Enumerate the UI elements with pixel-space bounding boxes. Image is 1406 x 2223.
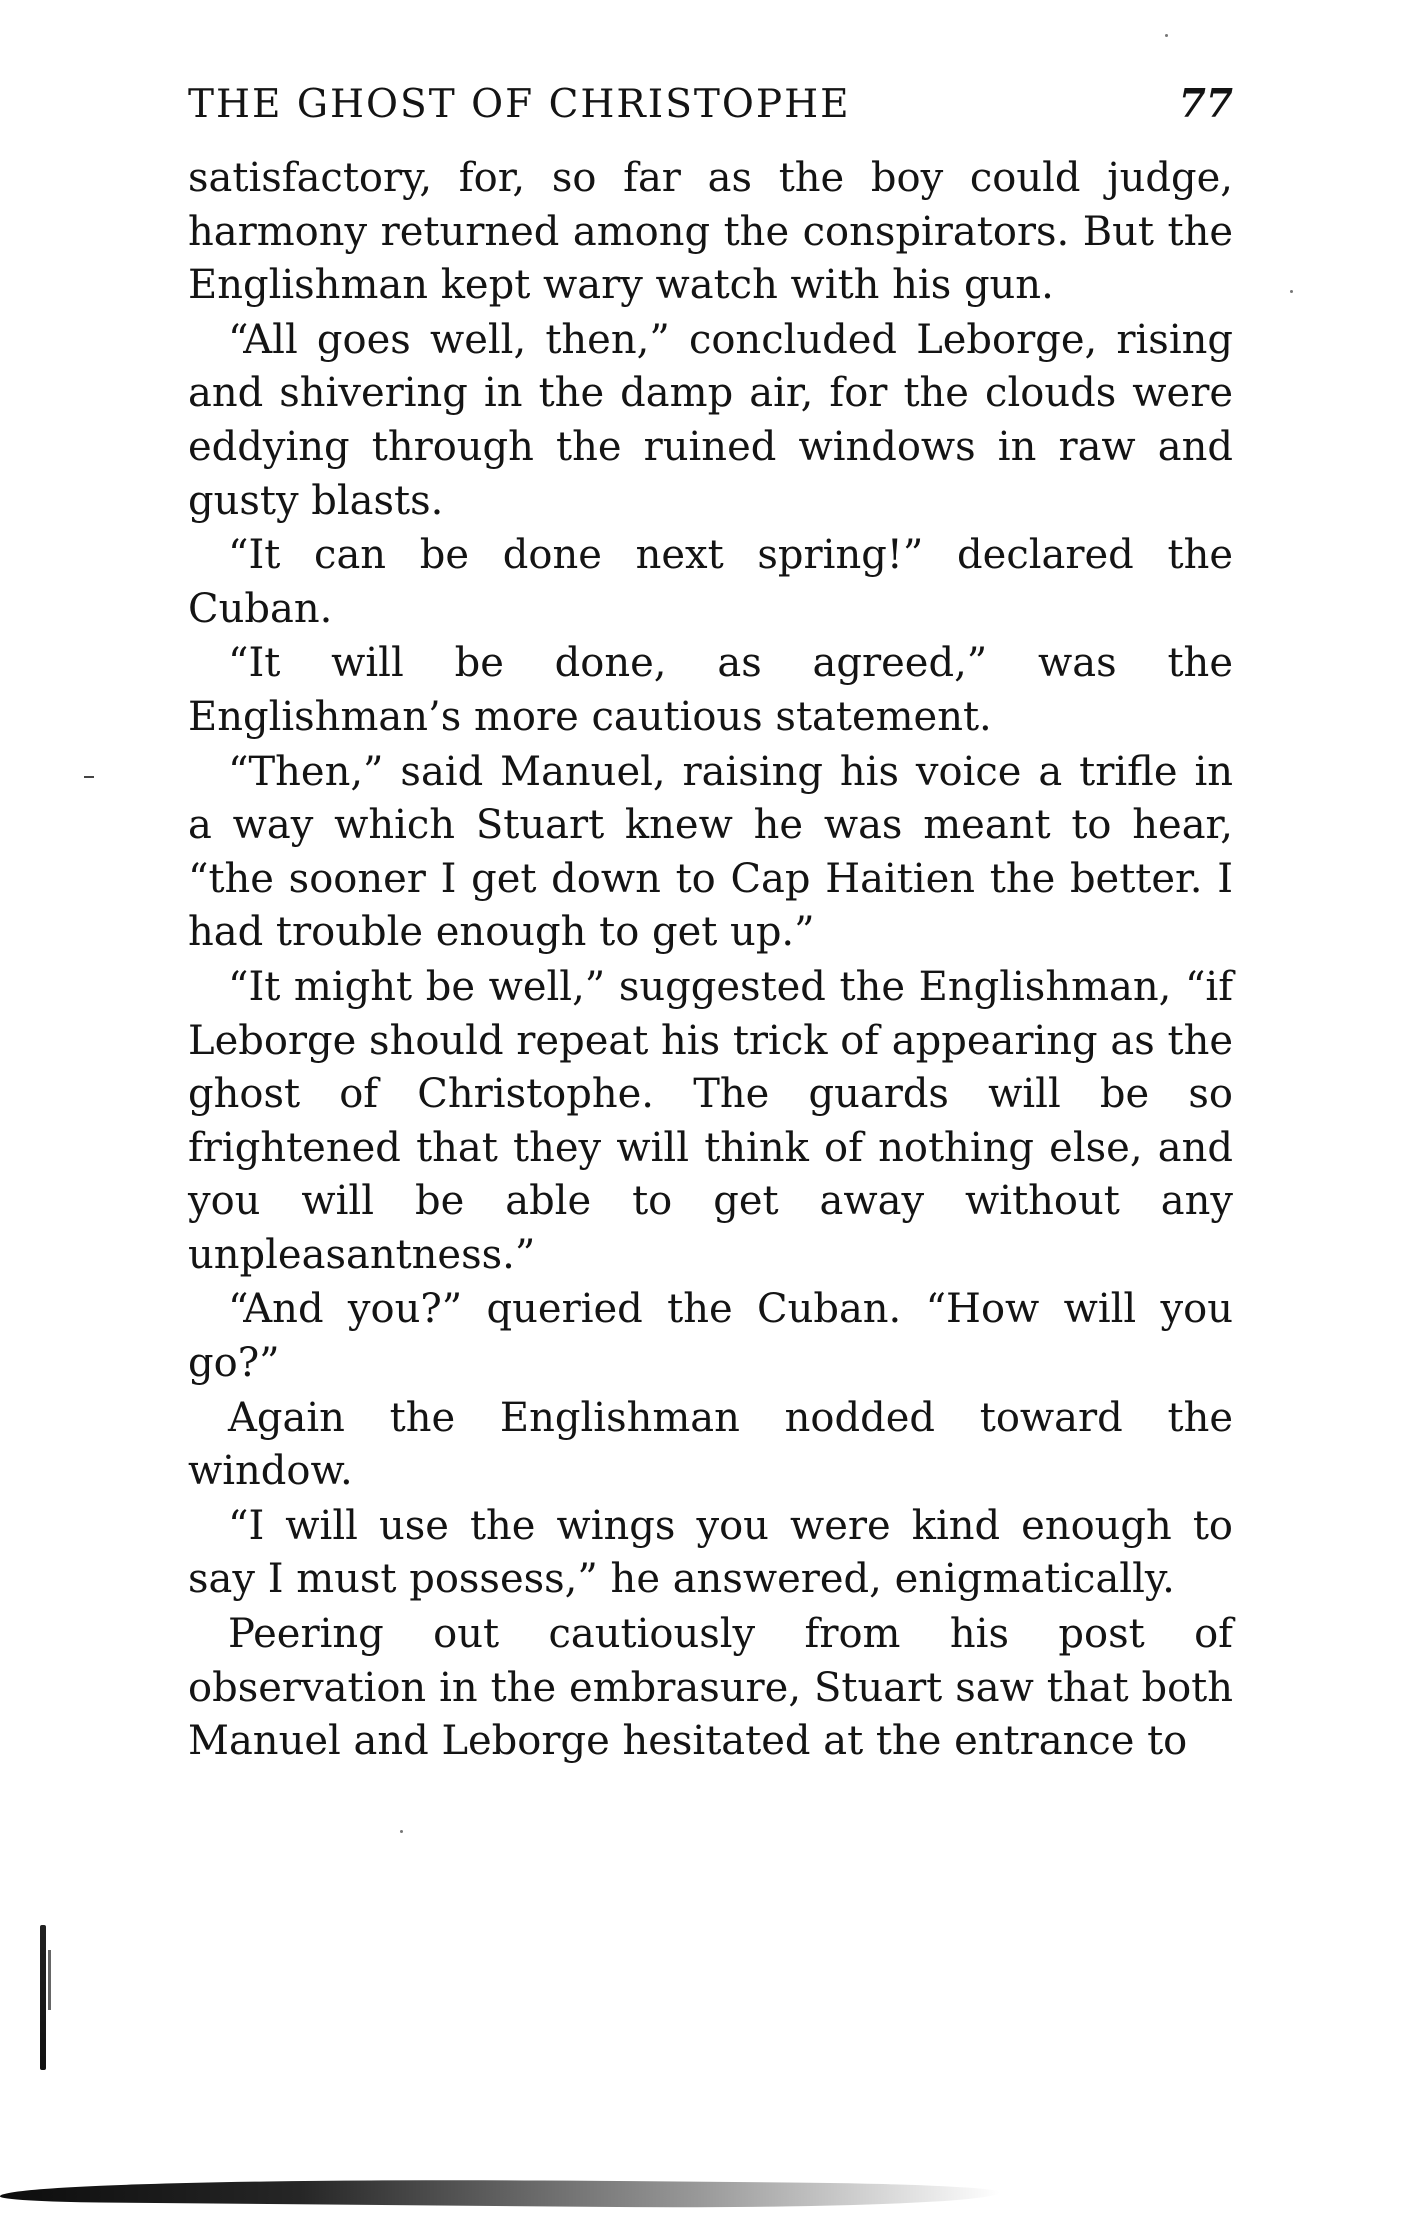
paragraph: “I will use the wings you were kind enough to say I must possess,” he answered, enigmatically. (188, 1502, 1233, 1603)
scan-dash-mark (84, 776, 94, 778)
paragraph: “It can be done next spring!” declared the Cuban. (188, 532, 1233, 632)
paragraph: satisfactory, for, so far as the boy could judge, harmony returned among the conspirators. But the Englishman kept wary watch with his gun. (188, 155, 1233, 309)
paragraph: “Then,” said Manuel, raising his voice a trifle in a way which Stuart knew he was meant to hear, “the sooner I get down to Cap Haitien the better. I had trouble enough to get up.” (188, 748, 1233, 956)
paragraph: “It might be well,” suggested the Englishman, “if Leborge should repeat his trick of appearing as the ghost of Christophe. The guards will be so frightened that they will think of nothing else, and you will be able to get away without any unpleasantness.” (188, 963, 1233, 1278)
page-number: 77 (1178, 81, 1233, 127)
body-text (188, 152, 1233, 1769)
paragraph: “All goes well, then,” concluded Leborge, rising and shivering in the damp air, for the clouds were eddying through the ruined windows in raw and gusty blasts. (188, 316, 1233, 524)
scan-gutter-mark (48, 1950, 51, 2010)
book-page (188, 70, 1233, 1769)
paragraph: Peering out cautiously from his post of observation in the embrasure, Stuart saw that both Manuel and Leborge hesitated at the entrance to (188, 1611, 1233, 1765)
paragraph: “It will be done, as agreed,” was the Englishman’s more cautious statement. (188, 640, 1233, 740)
paragraph: Again the Englishman nodded toward the window. (188, 1394, 1233, 1495)
scan-speck (1165, 34, 1168, 37)
running-head-title: THE GHOST OF CHRISTOPHE (188, 82, 851, 127)
scan-speck (400, 1830, 403, 1833)
running-head (188, 70, 1233, 138)
paragraph: “And you?” queried the Cuban. “How will you go?” (188, 1286, 1233, 1387)
scan-speck (1290, 290, 1293, 293)
scan-gutter-mark (40, 1925, 46, 2070)
scan-bottom-smear (0, 2176, 1000, 2211)
